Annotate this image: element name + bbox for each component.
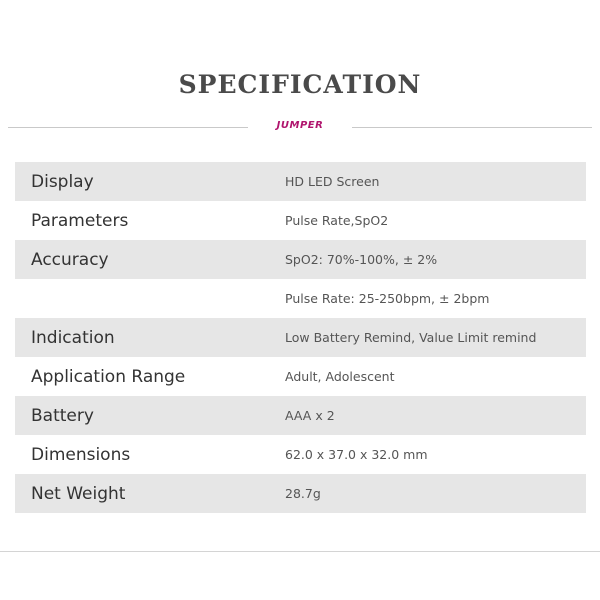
spec-value: Pulse Rate,SpO2 [285,213,389,228]
brand-logo-text: JUMPER [276,120,324,131]
spec-label: Battery [31,405,94,426]
spec-label: Accuracy [31,249,109,270]
page-title: SPECIFICATION [178,70,422,99]
spec-value: SpO2: 70%-100%, ± 2% [285,252,438,267]
spec-row-battery [15,396,586,435]
spec-row-dimensions [15,435,586,474]
spec-value: AAA x 2 [285,408,335,423]
spec-row-parameters [15,201,586,240]
divider-line-left [8,127,248,128]
spec-value: Adult, Adolescent [285,369,395,384]
spec-table [15,162,586,513]
brand-divider [0,118,600,138]
spec-value: HD LED Screen [285,174,380,189]
spec-label: Display [31,171,94,192]
spec-label: Dimensions [31,444,131,465]
spec-value: Low Battery Remind, Value Limit remind [285,330,537,345]
spec-row-indication [15,318,586,357]
spec-row-net-weight [15,474,586,513]
spec-label: Application Range [31,366,186,387]
spec-row-accuracy [15,240,586,279]
bottom-divider [0,551,600,552]
spec-row-display [15,162,586,201]
spec-row-accuracy-pulse [15,279,586,318]
spec-row-application-range [15,357,586,396]
spec-value: Pulse Rate: 25-250bpm, ± 2bpm [285,291,490,306]
spec-value: 28.7g [285,486,321,501]
divider-line-right [352,127,592,128]
spec-label: Net Weight [31,483,126,504]
spec-label: Parameters [31,210,129,231]
spec-label: Indication [31,327,115,348]
spec-value: 62.0 x 37.0 x 32.0 mm [285,447,428,462]
